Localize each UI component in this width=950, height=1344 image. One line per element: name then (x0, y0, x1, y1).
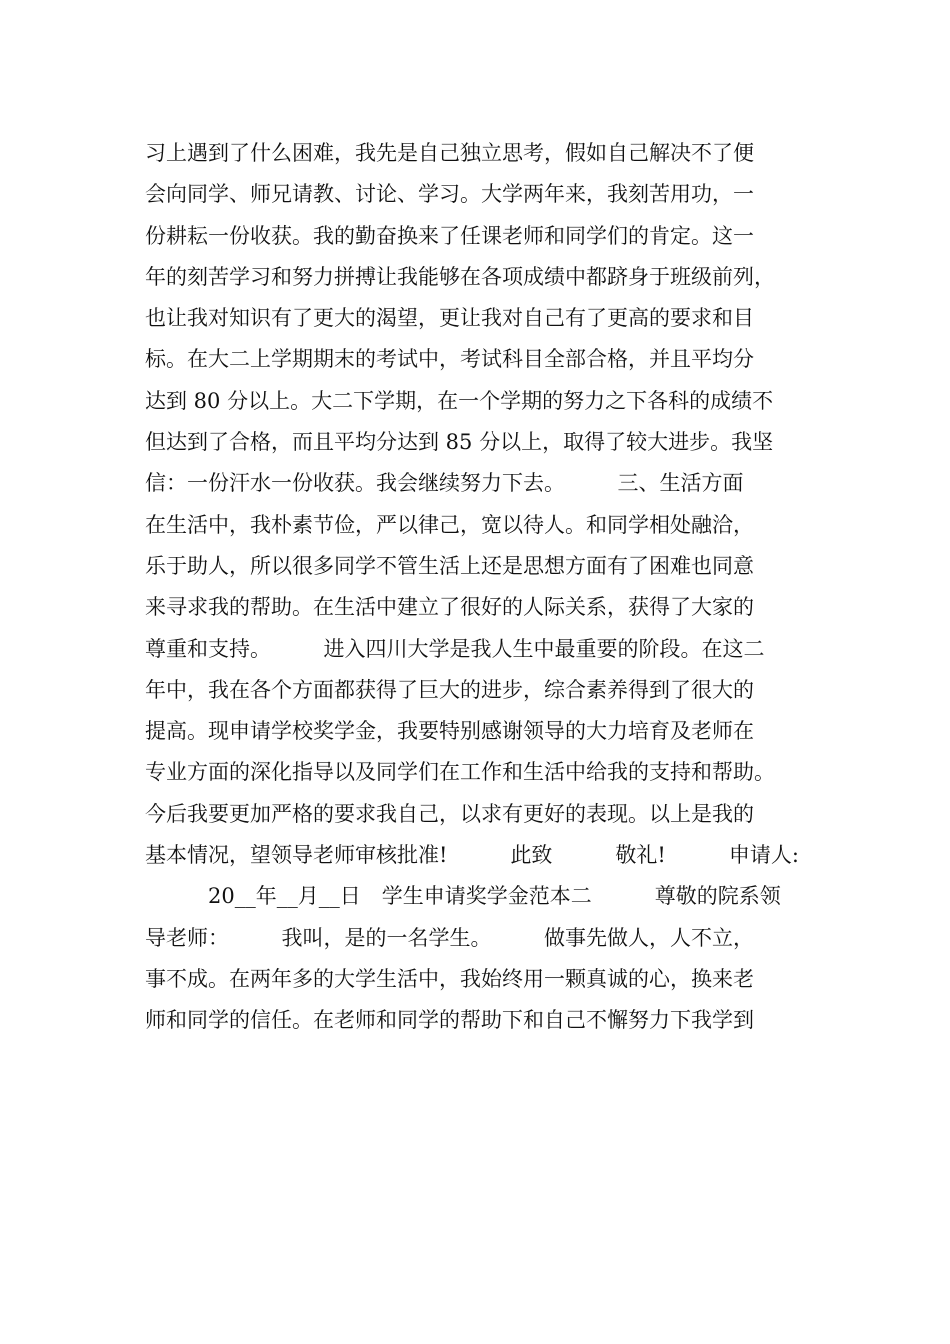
text-line: 尊重和支持。 进入四川大学是我人生中最重要的阶段。在这二 (145, 636, 765, 661)
text-line: 也让我对知识有了更大的渴望，更让我对自己有了更高的要求和目 (145, 306, 754, 331)
text-line: 习上遇到了什么困难，我先是自己独立思考，假如自己解决不了便 (145, 141, 754, 165)
body-text (145, 133, 835, 1042)
text-line: 会向同学、师兄请教、讨论、学习。大学两年来，我刻苦用功，一 (145, 182, 754, 207)
text-line: 在生活中，我朴素节俭，严以律己，宽以待人。和同学相处融洽， (145, 512, 754, 537)
text-line: 专业方面的深化指导以及同学们在工作和生活中给我的支持和帮助。 (145, 760, 775, 785)
text-line: 今后我要更加严格的要求我自己，以求有更好的表现。以上是我的 (145, 801, 754, 826)
text-line: 年的刻苦学习和努力拼搏让我能够在各项成绩中都跻身于班级前列， (145, 264, 775, 289)
text-line: 师和同学的信任。在老师和同学的帮助下和自己不懈努力下我学到 (145, 1008, 754, 1033)
text-line: 基本情况，望领导老师审核批准! 此致 敬礼! 申请人: (145, 843, 799, 868)
text-line: 乐于助人，所以很多同学不管生活上还是思想方面有了困难也同意 (145, 553, 754, 578)
text-line: 20__年__月__日 学生申请奖学金范本二 尊敬的院系领 (145, 884, 781, 909)
text-line: 但达到了合格，而且平均分达到 85 分以上，取得了较大进步。我坚 (145, 430, 774, 455)
text-line: 年中，我在各个方面都获得了巨大的进步，综合素养得到了很大的 (145, 677, 754, 702)
text-line: 达到 80 分以上。大二下学期，在一个学期的努力之下各科的成绩不 (145, 388, 774, 413)
text-line: 导老师： 我叫，是的一名学生。 做事先做人，人不立， (145, 925, 754, 950)
text-line: 提高。现申请学校奖学金，我要特别感谢领导的大力培育及老师在 (145, 719, 754, 744)
text-line: 信：一份汗水一份收获。我会继续努力下去。 三、生活方面 (145, 471, 744, 496)
text-line: 标。在大二上学期期末的考试中，考试科目全部合格，并且平均分 (145, 347, 754, 372)
text-line: 来寻求我的帮助。在生活中建立了很好的人际关系，获得了大家的 (145, 595, 754, 620)
text-line: 事不成。在两年多的大学生活中，我始终用一颗真诚的心，换来老 (145, 966, 754, 991)
text-line: 份耕耘一份收获。我的勤奋换来了任课老师和同学们的肯定。这一 (145, 223, 754, 248)
